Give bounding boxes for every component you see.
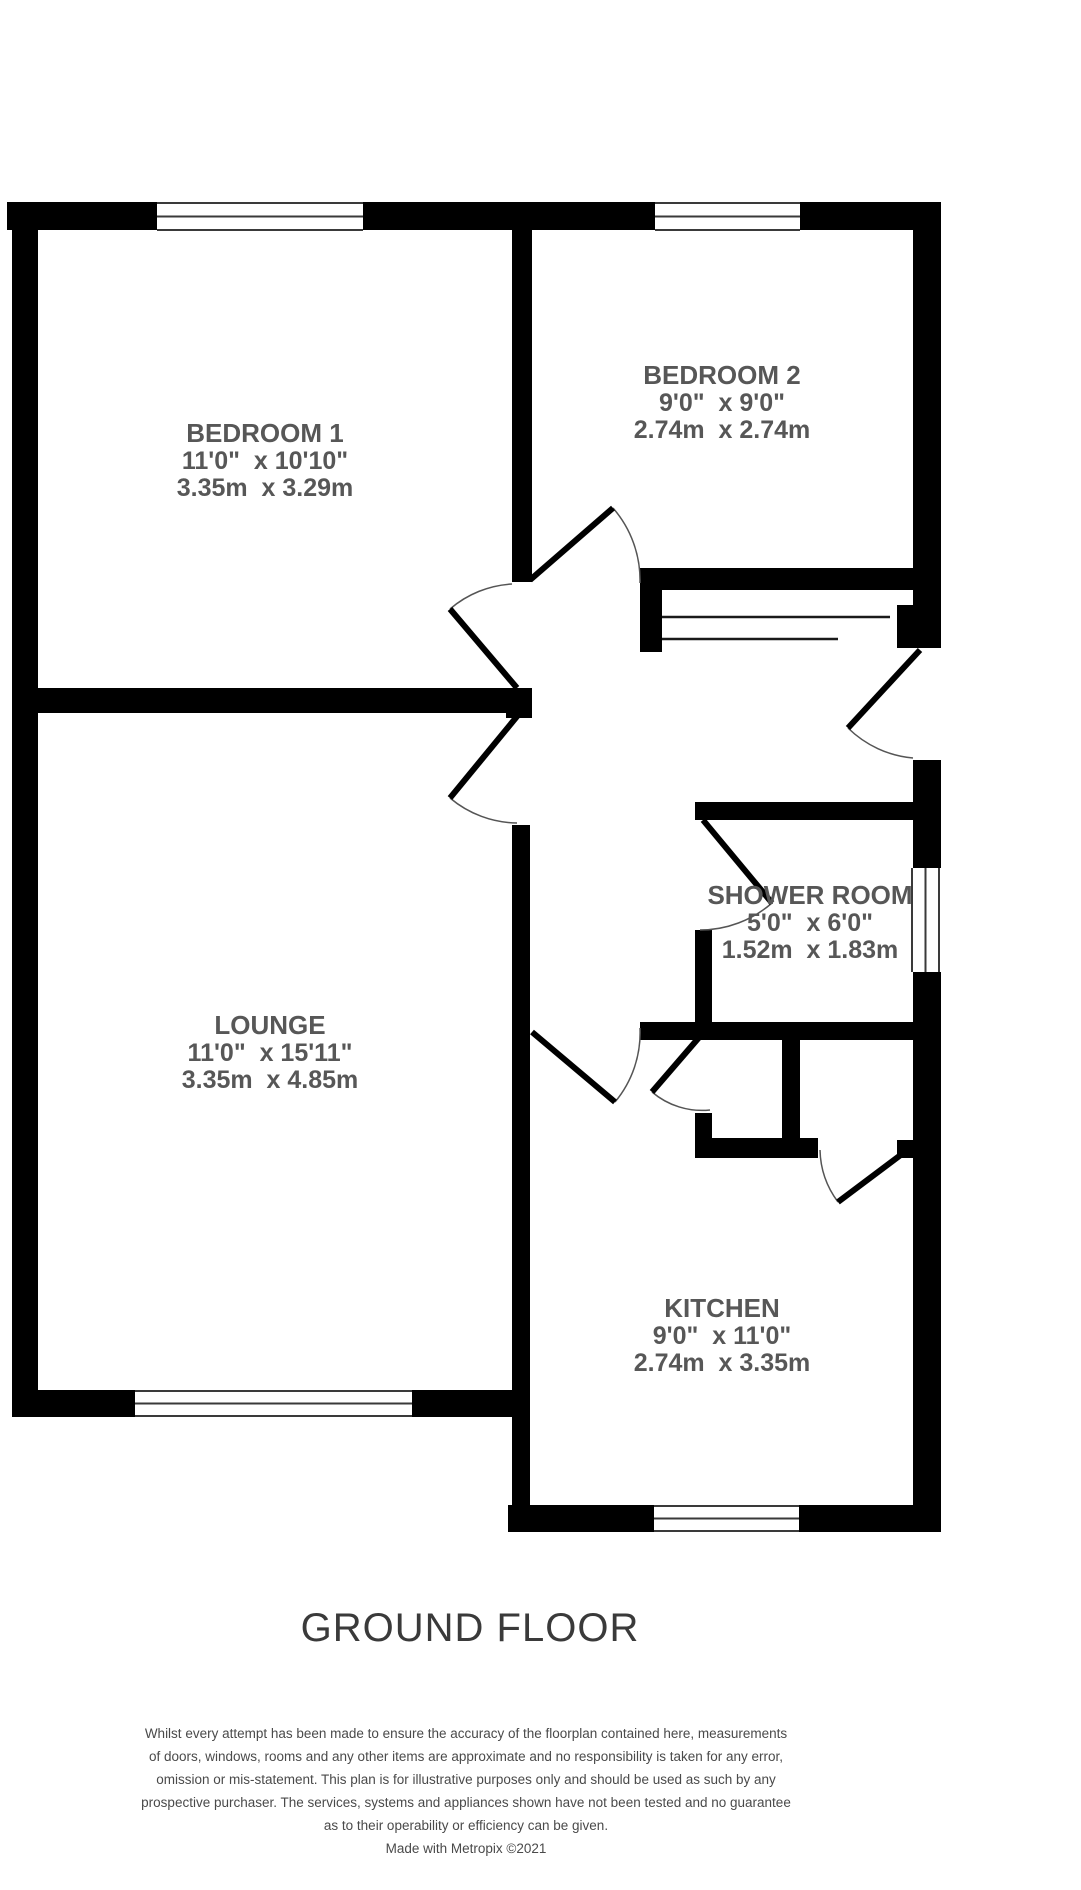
wall-shower-top-wall: [695, 802, 941, 820]
room-label-lounge: LOUNGE: [214, 1010, 326, 1040]
room-label-kitchen: KITCHEN: [664, 1293, 780, 1323]
walls-layer: [7, 202, 941, 1532]
wall-bed2-bottom-wall: [640, 568, 941, 590]
room-dims-metric-kitchen: 2.74m x 3.35m: [633, 1349, 811, 1377]
wall-shower-kitchen-wall: [640, 1022, 941, 1040]
wall-cupboard-left-stub: [640, 590, 662, 652]
wall-outer-left: [12, 202, 38, 1417]
entrance-door-swing-arc: [848, 728, 913, 758]
room-dims-metric-lounge: 3.35m x 4.85m: [181, 1066, 359, 1094]
kitchen-door-leaf: [532, 1032, 615, 1102]
lounge-door-leaf: [450, 714, 519, 798]
room-labels-layer: [177, 360, 913, 1377]
cupboard-door-swing-arc: [652, 1092, 710, 1110]
disclaimer: [66, 1722, 866, 1860]
cupboard-door-leaf: [652, 1034, 702, 1092]
room-dims-metric-bedroom-2: 2.74m x 2.74m: [633, 416, 811, 444]
room-dims-imperial-kitchen: 9'0" x 11'0": [652, 1322, 792, 1350]
kitchen-door-swing-arc: [615, 1028, 640, 1102]
lounge-door-swing-arc: [450, 798, 517, 823]
bedroom-1-door-swing-arc: [450, 584, 512, 609]
room-dims-metric-bedroom-1: 3.35m x 3.29m: [176, 474, 354, 502]
wall-kitchen-bottom-right: [799, 1505, 941, 1532]
wall-hall-lounge-kitchen-wall: [512, 825, 530, 1507]
room-label-bedroom-2: BEDROOM 2: [643, 360, 801, 390]
wall-bed1-bed2-divider: [512, 230, 532, 582]
wall-kitchen-bottom-left: [508, 1505, 654, 1532]
disclaimer-line: as to their operability or efficiency can be given.: [323, 1818, 609, 1833]
room-label-shower-room: SHOWER ROOM: [707, 880, 913, 910]
room-dims-imperial-shower-room: 5'0" x 6'0": [747, 909, 873, 937]
made-with-credit: Made with Metropix ©2021: [385, 1841, 547, 1856]
store-door-leaf: [838, 1148, 910, 1202]
wall-kitchen-cupboard-stub: [695, 1113, 712, 1158]
wall-lounge-bottom-left: [12, 1390, 135, 1417]
windows-layer: [135, 199, 943, 1535]
bedroom-1-door-leaf: [450, 609, 517, 688]
bedroom-2-door-swing-arc: [613, 508, 640, 583]
bedroom-2-door-leaf: [530, 508, 613, 580]
room-dims-metric-shower-room: 1.52m x 1.83m: [721, 936, 899, 964]
disclaimer-line: omission or mis-statement. This plan is for illustrative purposes only and should be used as such by any: [156, 1772, 776, 1787]
disclaimer-line: Whilst every attempt has been made to ensure the accuracy of the floorplan contained here, measurements: [144, 1726, 788, 1741]
wall-kitchen-cupboard-right: [782, 1040, 800, 1143]
disclaimer-line: of doors, windows, rooms and any other items are approximate and no responsibility is taken for any error,: [148, 1749, 784, 1764]
wall-outer-right-lower: [913, 972, 941, 1530]
wall-entrance-hinge-post: [897, 605, 941, 648]
wall-bed1-lounge-block: [506, 688, 532, 718]
room-dims-imperial-bedroom-2: 9'0" x 9'0": [659, 389, 785, 417]
shelves-layer: [662, 617, 890, 639]
store-door-swing-arc: [820, 1150, 838, 1202]
room-dims-imperial-lounge: 11'0" x 15'11": [187, 1039, 353, 1067]
disclaimer-line: prospective purchaser. The services, systems and appliances shown have not been tested and no guarantee: [141, 1795, 791, 1810]
room-dims-imperial-bedroom-1: 11'0" x 10'10": [181, 447, 349, 475]
entrance-door-leaf: [848, 650, 920, 728]
wall-kitchen-cupboard-bottom: [695, 1138, 818, 1158]
room-label-bedroom-1: BEDROOM 1: [186, 418, 344, 448]
floor-title: GROUND FLOOR: [300, 1606, 640, 1650]
wall-outer-right-upper: [913, 202, 941, 605]
wall-bed1-lounge-wall: [12, 688, 530, 713]
wall-outer-top-mid: [363, 202, 655, 230]
